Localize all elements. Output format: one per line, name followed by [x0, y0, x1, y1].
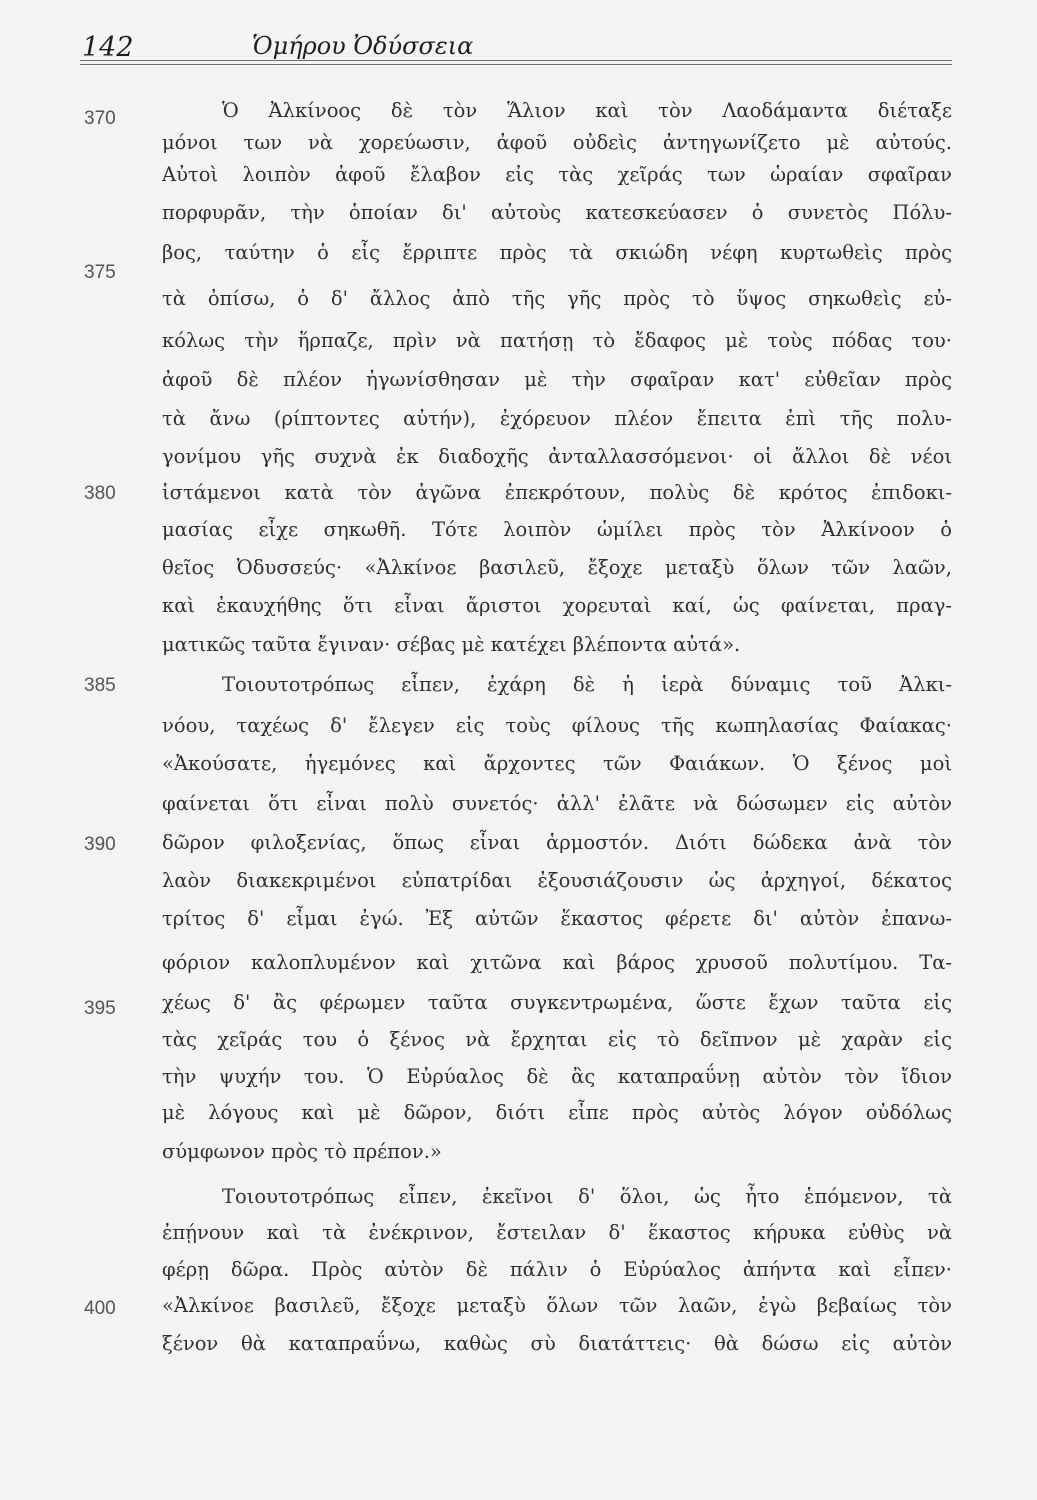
text-line: θεῖος Ὀδυσσεύς· «Ἀλκίνοε βασιλεῦ, ἔξοχε μεταξὺ ὅλων τῶν λαῶν,	[162, 556, 952, 579]
text-line: μὲ λόγους καὶ μὲ δῶρον, διότι εἶπε πρὸς αὐτὸς λόγον οὐδόλως	[162, 1101, 952, 1124]
text-line: ἀφοῦ δὲ πλέον ἠγωνίσθησαν μὲ τὴν σφαῖραν κατ' εὐθεῖαν πρὸς	[162, 368, 952, 391]
text-line: τρίτος δ' εἶμαι ἐγώ. Ἐξ αὐτῶν ἕκαστος φέρετε δι' αὐτὸν ἐπανω-	[162, 907, 952, 930]
running-title: Ὁμήρου Ὀδύσσεια	[252, 32, 474, 60]
header-rule	[80, 60, 952, 61]
text-line: Αὐτοὶ λοιπὸν ἀφοῦ ἔλαβον εἰς τὰς χεῖράς των ὡραίαν σφαῖραν	[162, 163, 952, 186]
text-line: φόριον καλοπλυμένον καὶ χιτῶνα καὶ βάρος χρυσοῦ πολυτίμου. Τα-	[162, 951, 952, 974]
text-line: «Ἀλκίνοε βασιλεῦ, ἔξοχε μεταξὺ ὅλων τῶν λαῶν, ἐγὼ βεβαίως τὸν	[162, 1294, 952, 1317]
text-line: καὶ ἐκαυχήθης ὅτι εἶναι ἄριστοι χορευταὶ καί, ὡς φαίνεται, πραγ-	[162, 594, 952, 617]
text-line: μασίας εἶχε σηκωθῆ. Τότε λοιπὸν ὡμίλει πρὸς τὸν Ἀλκίνοον ὁ	[162, 518, 952, 541]
text-line: «Ἀκούσατε, ἡγεμόνες καὶ ἄρχοντες τῶν Φαιάκων. Ὁ ξένος μοὶ	[162, 752, 952, 775]
text-line: τὴν ψυχήν του. Ὁ Εὐρύαλος δὲ ἂς καταπραΰνῃ αὐτὸν τὸν ἴδιον	[162, 1065, 952, 1088]
text-line: Ὁ Ἀλκίνοος δὲ τὸν Ἅλιον καὶ τὸν Λαοδάμαντα διέταξε	[222, 99, 952, 122]
text-line: ἐπῄνουν καὶ τὰ ἐνέκρινον, ἔστειλαν δ' ἕκαστος κήρυκα εὐθὺς νὰ	[162, 1221, 952, 1244]
text-line: κόλως τὴν ἥρπαζε, πρὶν νὰ πατήσῃ τὸ ἔδαφος μὲ τοὺς πόδας του·	[162, 329, 952, 352]
line-number: 370	[84, 108, 116, 129]
page-number: 142	[82, 32, 134, 63]
text-line: δῶρον φιλοξενίας, ὅπως εἶναι ἁρμοστόν. Διότι δώδεκα ἀνὰ τὸν	[162, 831, 952, 854]
text-line: νόου, ταχέως δ' ἔλεγεν εἰς τοὺς φίλους τῆς κωπηλασίας Φαίακας·	[162, 714, 952, 737]
text-line: χέως δ' ἂς φέρωμεν ταῦτα συγκεντρωμένα, ὥστε ἔχων ταῦτα εἰς	[162, 991, 952, 1014]
text-line: Τοιουτοτρόπως εἶπεν, ἐκεῖνοι δ' ὅλοι, ὡς ἦτο ἑπόμενον, τὰ	[222, 1185, 952, 1208]
line-number: 385	[84, 675, 116, 696]
line-number: 380	[84, 483, 116, 504]
text-line: γονίμου γῆς συχνὰ ἐκ διαδοχῆς ἀνταλλασσόμενοι· οἱ ἄλλοι δὲ νέοι	[162, 445, 952, 468]
text-line: σύμφωνον πρὸς τὸ πρέπον.»	[162, 1140, 442, 1163]
text-line: φαίνεται ὅτι εἶναι πολὺ συνετός· ἀλλ' ἐλᾶτε νὰ δώσωμεν εἰς αὐτὸν	[162, 792, 952, 815]
page-header	[82, 22, 952, 70]
text-line: λαὸν διακεκριμένοι εὐπατρίδαι ἐξουσιάζουσιν ὡς ἀρχηγοί, δέκατος	[162, 869, 952, 892]
text-line: ξένον θὰ καταπραΰνω, καθὼς σὺ διατάττεις· θὰ δώσω εἰς αὐτὸν	[162, 1332, 952, 1355]
text-line: ματικῶς ταῦτα ἔγιναν· σέβας μὲ κατέχει βλέποντα αὐτά».	[162, 633, 741, 656]
text-line: βος, ταύτην ὁ εἷς ἔρριπτε πρὸς τὰ σκιώδη νέφη κυρτωθεὶς πρὸς	[162, 241, 952, 264]
line-number: 390	[84, 834, 116, 855]
text-line: Τοιουτοτρόπως εἶπεν, ἐχάρη δὲ ἡ ἱερὰ δύναμις τοῦ Ἀλκι-	[222, 673, 952, 696]
text-line: τὰ ἄνω (ρίπτοντες αὐτήν), ἐχόρευον πλέον ἔπειτα ἐπὶ τῆς πολυ-	[162, 407, 952, 430]
line-number: 375	[84, 262, 116, 283]
text-line: μόνοι των νὰ χορεύωσιν, ἀφοῦ οὐδεὶς ἀντηγωνίζετο μὲ αὐτούς.	[162, 131, 952, 154]
line-number: 395	[84, 998, 116, 1019]
text-line: ἱστάμενοι κατὰ τὸν ἀγῶνα ἐπεκρότουν, πολὺς δὲ κρότος ἐπιδοκι-	[162, 481, 952, 504]
line-number: 400	[84, 1298, 116, 1319]
text-line: πορφυρᾶν, τὴν ὁποίαν δι' αὐτοὺς κατεσκεύασεν ὁ συνετὸς Πόλυ-	[162, 201, 952, 224]
text-line: τὰς χεῖράς του ὁ ξένος νὰ ἔρχηται εἰς τὸ δεῖπνον μὲ χαρὰν εἰς	[162, 1028, 952, 1051]
text-line: φέρῃ δῶρα. Πρὸς αὐτὸν δὲ πάλιν ὁ Εὐρύαλος ἀπήντα καὶ εἶπεν·	[162, 1258, 952, 1281]
header-rule-thin	[80, 64, 952, 65]
text-line: τὰ ὀπίσω, ὁ δ' ἄλλος ἀπὸ τῆς γῆς πρὸς τὸ ὕψος σηκωθεὶς εὐ-	[162, 287, 952, 310]
